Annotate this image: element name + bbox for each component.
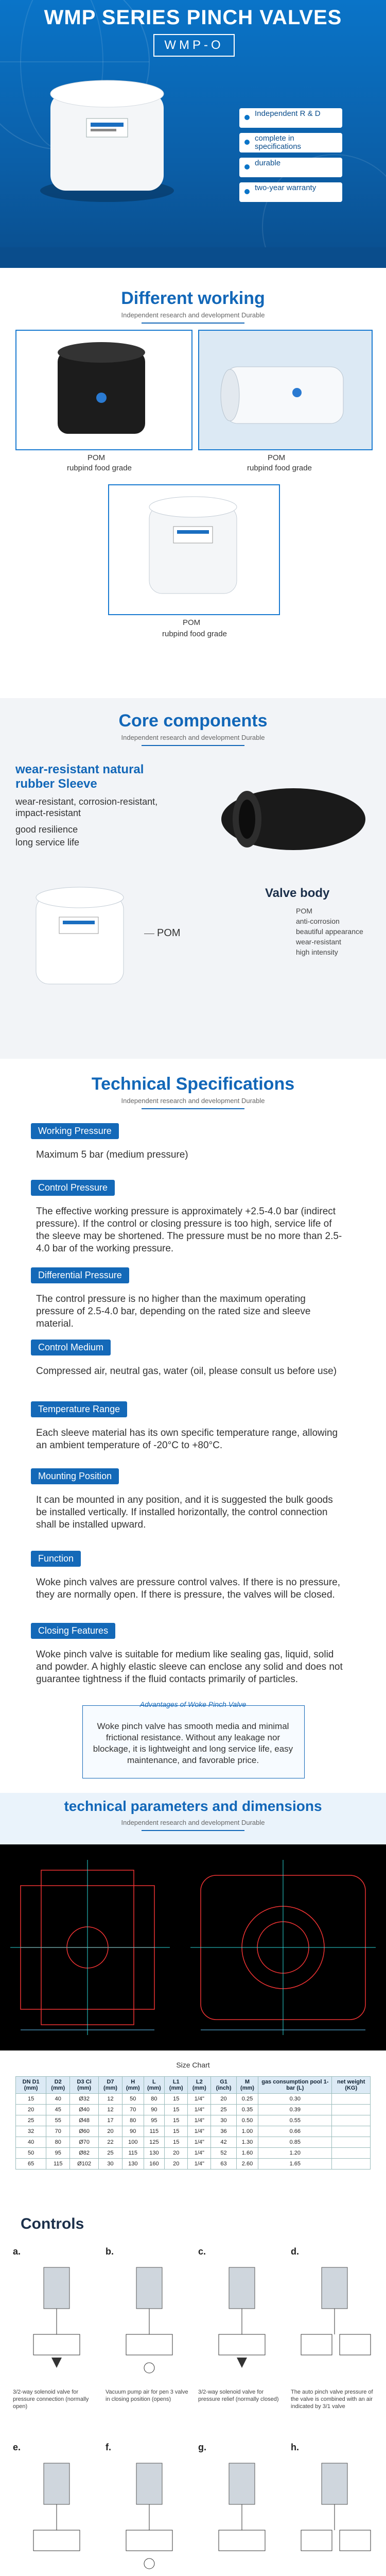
table-cell: 125 <box>144 2137 165 2148</box>
table-cell: 80 <box>144 2094 165 2105</box>
table-cell: 15 <box>165 2094 188 2105</box>
table-cell: Ø40 <box>70 2105 99 2115</box>
table-row <box>16 2094 371 2105</box>
table-header: net weight (KG) <box>332 2077 371 2094</box>
table-cell: Ø32 <box>70 2094 99 2105</box>
table-cell: 2.60 <box>236 2159 258 2170</box>
table-cell: 70 <box>122 2105 144 2115</box>
table-cell: 12 <box>99 2105 122 2115</box>
table-header: L2 (mm) <box>188 2077 211 2094</box>
table-cell: 25 <box>211 2105 236 2115</box>
control-item <box>13 2246 100 2432</box>
caption: POM <box>183 618 201 627</box>
control-letter: g. <box>198 2442 206 2452</box>
table-cell: 50 <box>16 2148 46 2159</box>
table-cell: 115 <box>122 2148 144 2159</box>
table-cell: 80 <box>46 2137 70 2148</box>
table-cell: 100 <box>122 2137 144 2148</box>
table-cell: 1/4" <box>188 2105 211 2115</box>
product-panel-white <box>198 330 373 450</box>
table-cell: 1.60 <box>236 2148 258 2159</box>
valve-body-point: high intensity <box>296 948 338 956</box>
table-cell: 30 <box>99 2159 122 2170</box>
table-cell: 1/4" <box>188 2094 211 2105</box>
control-caption: 3/2-way solenoid valve for pressure connection (normally open) <box>13 2389 89 2410</box>
table-cell: 50 <box>122 2094 144 2105</box>
table-header: L1 (mm) <box>165 2077 188 2094</box>
table-cell: 115 <box>144 2126 165 2137</box>
table-cell: 40 <box>46 2094 70 2105</box>
product-panel-black <box>15 330 192 450</box>
rubber-sleeve-image <box>216 762 371 866</box>
table-row <box>16 2105 371 2115</box>
table-cell: 65 <box>16 2159 46 2170</box>
table-cell: 15 <box>165 2115 188 2126</box>
spec-tag: Mounting Position <box>31 1468 119 1484</box>
control-caption: Vacuum pump air for pen 3 valve in closing position (opens) <box>106 2389 188 2402</box>
hero-banner <box>0 0 386 268</box>
control-letter: b. <box>106 2246 114 2257</box>
section-subtitle: Independent research and development Durable <box>121 311 265 319</box>
control-item <box>106 2442 193 2576</box>
table-cell: 1/4" <box>188 2137 211 2148</box>
table-cell <box>332 2126 371 2137</box>
table-cell: 0.85 <box>258 2137 332 2148</box>
caption: rubpind food grade <box>162 630 227 638</box>
table-cell: 160 <box>144 2159 165 2170</box>
table-cell: 130 <box>144 2148 165 2159</box>
control-schematic <box>106 2257 193 2386</box>
table-cell: 20 <box>16 2105 46 2115</box>
table-cell: 0.25 <box>236 2094 258 2105</box>
section-title: Core components <box>118 711 268 731</box>
spec-text: Each sleeve material has its own specific temperature range, allowing an ambient temperature of -20°C to +80°C. <box>36 1428 338 1451</box>
table-cell: 36 <box>211 2126 236 2137</box>
caption: POM <box>268 453 286 462</box>
valve-body-title: Valve body <box>265 886 330 900</box>
spec-text: The control pressure is no higher than the maximum operating pressure of 2.5-4.0 bar, depending on the rated size and sleeve material. <box>36 1294 311 1329</box>
table-cell: Ø48 <box>70 2115 99 2126</box>
table-row <box>16 2148 371 2159</box>
section-divider <box>142 745 244 746</box>
control-schematic <box>106 2453 193 2576</box>
table-cell: 32 <box>16 2126 46 2137</box>
table-header: DN D1 (mm) <box>16 2077 46 2094</box>
table-cell <box>332 2115 371 2126</box>
spec-text: Woke pinch valve is suitable for medium like sealing gas, liquid, solid and powder. A highly elastic sleeve can enclose any solid and does not guarantee tightness if the fluid contacts primarily of particles. <box>36 1649 343 1685</box>
table-cell: 15 <box>16 2094 46 2105</box>
black-valve-image <box>16 331 189 447</box>
table-cell: 12 <box>99 2094 122 2105</box>
table-cell: 20 <box>165 2159 188 2170</box>
table-cell: 0.39 <box>258 2105 332 2115</box>
control-item <box>13 2442 100 2576</box>
table-header: L (mm) <box>144 2077 165 2094</box>
table-cell: 0.66 <box>258 2126 332 2137</box>
technical-drawing <box>0 1844 386 2050</box>
table-cell <box>332 2105 371 2115</box>
valve-body-point: wear-resistant <box>296 938 341 946</box>
sleeve-point: long service life <box>15 837 80 848</box>
table-header: gas consumption pool 1-bar (L) <box>258 2077 332 2094</box>
feature-complete <box>239 133 342 152</box>
valve-body-image <box>15 876 149 999</box>
spec-tag: Differential Pressure <box>31 1267 129 1283</box>
feature-text: Independent R & D <box>255 109 321 118</box>
feature-text: complete in specifications <box>255 134 302 151</box>
table-cell: 30 <box>211 2115 236 2126</box>
table-cell: 90 <box>144 2105 165 2115</box>
section-title: technical parameters and dimensions <box>64 1798 322 1814</box>
section-title: Technical Specifications <box>91 1074 295 1094</box>
control-schematic <box>291 2453 378 2576</box>
feature-warranty <box>239 182 342 202</box>
valve-body-point: anti-corrosion <box>296 917 340 925</box>
table-cell: Ø70 <box>70 2137 99 2148</box>
table-header: M (mm) <box>236 2077 258 2094</box>
section-subtitle: Independent research and development Durable <box>121 1819 265 1826</box>
section-subtitle: Independent research and development Durable <box>121 734 265 741</box>
table-cell <box>332 2137 371 2148</box>
table-cell: 63 <box>211 2159 236 2170</box>
control-letter: e. <box>13 2442 21 2452</box>
table-cell: 45 <box>46 2105 70 2115</box>
control-schematic <box>198 2453 286 2576</box>
control-item <box>106 2246 193 2432</box>
product-panel-center <box>108 484 280 615</box>
table-cell: 115 <box>46 2159 70 2170</box>
valve-body-point: beautiful appearance <box>296 927 363 936</box>
table-cell: 42 <box>211 2137 236 2148</box>
table-header-row <box>16 2077 371 2094</box>
caption: rubpind food grade <box>67 464 132 472</box>
table-header: D3 Ci (mm) <box>70 2077 99 2094</box>
size-table <box>15 2076 371 2170</box>
table-cell: 22 <box>99 2137 122 2148</box>
table-cell: 55 <box>46 2115 70 2126</box>
control-letter: f. <box>106 2442 111 2452</box>
table-header: D7 (mm) <box>99 2077 122 2094</box>
controls-title: Controls <box>21 2215 84 2232</box>
control-item <box>198 2246 286 2432</box>
table-cell: 90 <box>122 2126 144 2137</box>
spec-tag: Control Medium <box>31 1340 111 1355</box>
table-cell: 0.50 <box>236 2115 258 2126</box>
feature-independent <box>239 108 342 128</box>
control-letter: d. <box>291 2246 299 2257</box>
section-subtitle: Independent research and development Durable <box>121 1097 265 1105</box>
valve-body-point: POM <box>296 907 312 915</box>
sleeve-point: wear-resistant, corrosion-resistant, impact-resistant <box>15 796 158 818</box>
sleeve-point: good resilience <box>15 824 78 835</box>
control-item <box>198 2442 286 2576</box>
control-schematic <box>198 2257 286 2386</box>
table-row <box>16 2137 371 2148</box>
table-cell <box>332 2094 371 2105</box>
control-schematic <box>291 2257 378 2386</box>
pinch-valve-image <box>30 72 184 206</box>
table-cell: 1.30 <box>236 2137 258 2148</box>
table-cell: 0.35 <box>236 2105 258 2115</box>
table-cell: 0.30 <box>258 2094 332 2105</box>
spec-tag: Temperature Range <box>31 1401 127 1417</box>
spec-text: Woke pinch valves are pressure control valves. If there is no pressure, they are normally open. If there is pressure, the valves will be closed. <box>36 1577 341 1600</box>
advantages-title: Advantages of Woke Pinch Valve <box>139 1700 247 1708</box>
table-cell: 1/4" <box>188 2126 211 2137</box>
table-cell: 25 <box>16 2115 46 2126</box>
table-cell: 17 <box>99 2115 122 2126</box>
feature-text: durable <box>255 159 281 167</box>
table-cell: 1.00 <box>236 2126 258 2137</box>
table-cell: 80 <box>122 2115 144 2126</box>
feature-durable <box>239 158 342 177</box>
control-caption: 3/2-way solenoid valve for pressure relief (normally closed) <box>198 2389 279 2402</box>
table-cell: 20 <box>211 2094 236 2105</box>
table-cell: 15 <box>165 2137 188 2148</box>
section-title: Different working <box>121 289 265 308</box>
table-cell: 40 <box>16 2137 46 2148</box>
white-valve-front-image <box>109 485 277 612</box>
table-row <box>16 2159 371 2170</box>
control-schematic <box>13 2257 100 2386</box>
table-cell <box>332 2148 371 2159</box>
spec-text: The effective working pressure is approximately +2.5-4.0 bar (indirect pressure). If the control or closing pressure is too high, service life of the sleeve may be shortened. The pressure must be no more than 2.5-4.0 bar of the working pressure. <box>36 1206 342 1254</box>
section-divider <box>142 323 244 324</box>
table-cell: 130 <box>122 2159 144 2170</box>
table-cell <box>332 2159 371 2170</box>
control-schematic <box>13 2453 100 2576</box>
control-letter: c. <box>198 2246 206 2257</box>
spec-text: It can be mounted in any position, and it is suggested the bulk goods be installed vertically. If installed horizontally, the control connection shall be installed upward. <box>36 1495 333 1530</box>
table-cell: Ø82 <box>70 2148 99 2159</box>
caption: rubpind food grade <box>247 464 312 472</box>
table-header: H (mm) <box>122 2077 144 2094</box>
control-item <box>291 2442 378 2576</box>
table-cell: 15 <box>165 2126 188 2137</box>
advantages-text: Woke pinch valve has smooth media and minimal frictional resistance. Without any leakage nor blockage, it is lightweight and long service life, easy maintenance, and favorable price. <box>93 1721 293 1765</box>
table-cell: 95 <box>144 2115 165 2126</box>
spec-tag: Working Pressure <box>31 1123 119 1139</box>
size-chart-label: Size Chart <box>176 2061 210 2069</box>
spec-tag: Control Pressure <box>31 1180 115 1196</box>
control-letter: h. <box>291 2442 299 2452</box>
table-header: D2 (mm) <box>46 2077 70 2094</box>
hero-bottom-bar <box>0 247 386 268</box>
table-cell: 0.55 <box>258 2115 332 2126</box>
table-cell: 95 <box>46 2148 70 2159</box>
body-label: POM <box>157 927 181 939</box>
spec-tag: Function <box>31 1551 81 1567</box>
controls-diagram-grid <box>0 2246 386 2576</box>
table-cell: 20 <box>99 2126 122 2137</box>
table-cell: 20 <box>165 2148 188 2159</box>
table-row <box>16 2115 371 2126</box>
table-cell: Ø60 <box>70 2126 99 2137</box>
table-cell: 70 <box>46 2126 70 2137</box>
table-row <box>16 2126 371 2137</box>
spec-tag: Closing Features <box>31 1623 115 1639</box>
control-item <box>291 2246 378 2432</box>
section-divider <box>142 1830 244 1831</box>
table-cell: 1.65 <box>258 2159 332 2170</box>
model-label: WMP-O <box>153 34 235 57</box>
table-cell: 1/4" <box>188 2115 211 2126</box>
spec-text: Compressed air, neutral gas, water (oil, please consult us before use) <box>36 1366 337 1377</box>
table-cell: 52 <box>211 2148 236 2159</box>
feature-text: two-year warranty <box>255 183 317 192</box>
table-cell: 15 <box>165 2105 188 2115</box>
table-cell: 1.20 <box>258 2148 332 2159</box>
table-cell: Ø102 <box>70 2159 99 2170</box>
control-letter: a. <box>13 2246 21 2257</box>
caption: POM <box>87 453 106 462</box>
table-cell: 25 <box>99 2148 122 2159</box>
table-cell: 1/4" <box>188 2148 211 2159</box>
control-caption: The auto pinch valve pressure of the valve is combined with an air indicated by 3/1 valve <box>291 2389 373 2410</box>
sleeve-title: wear-resistant natural rubber Sleeve <box>15 762 144 791</box>
table-header: G1 (inch) <box>211 2077 236 2094</box>
spec-text: Maximum 5 bar (medium pressure) <box>36 1149 188 1160</box>
table-cell: 1/4" <box>188 2159 211 2170</box>
white-valve-image <box>199 331 370 447</box>
hero-title: WMP SERIES PINCH VALVES <box>44 6 342 29</box>
section-divider <box>142 1108 244 1109</box>
